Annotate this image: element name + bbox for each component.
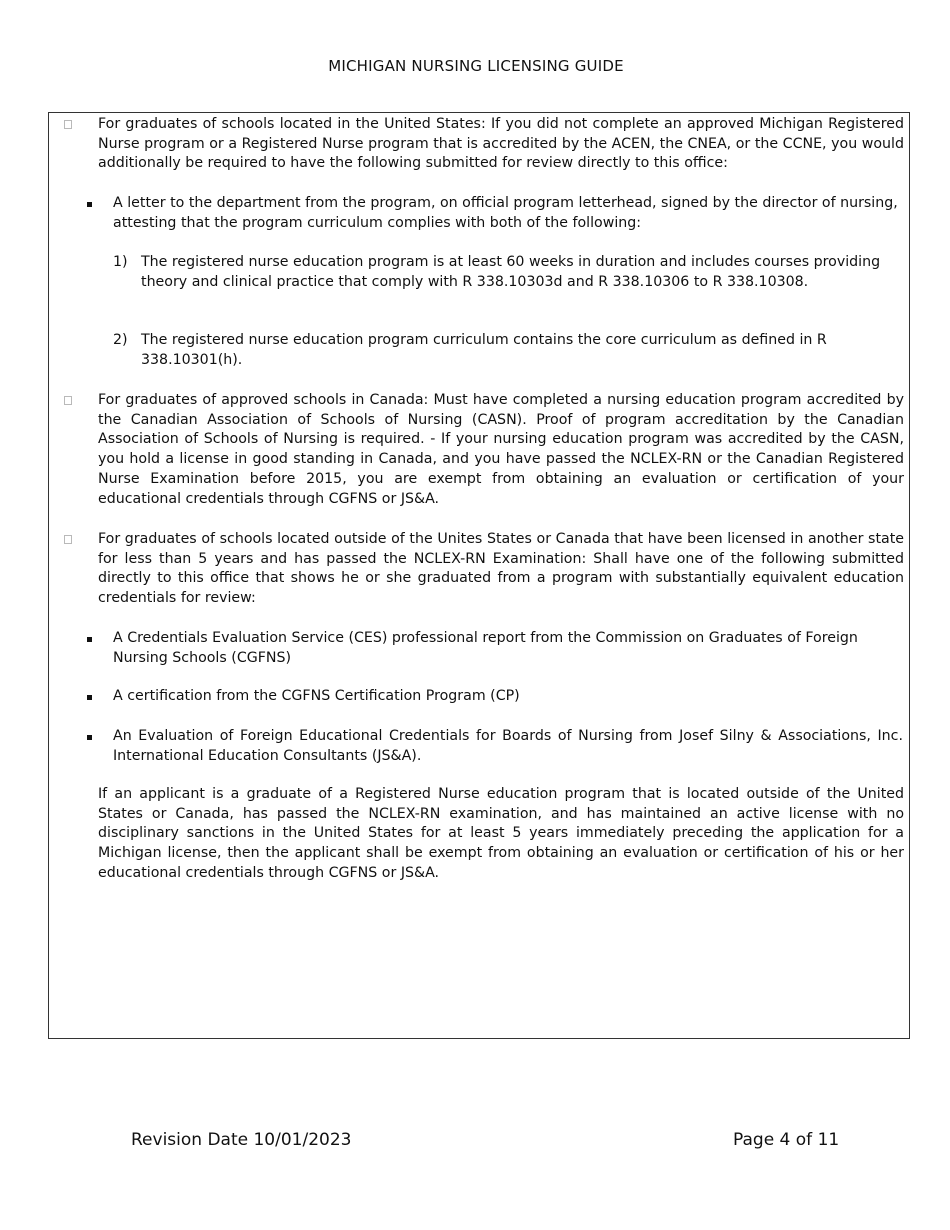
page-number: Page 4 of 11 [733, 1130, 840, 1150]
bullet-icon [87, 202, 92, 207]
foreign-bullet-text: A Credentials Evaluation Service (CES) professional report from the Commission on Graduates of Foreign Nursing Schools (CGFNS) [113, 630, 858, 666]
bullet-icon [87, 637, 92, 642]
foreign-bullet-text: A certification from the CGFNS Certification Program (CP) [113, 688, 520, 704]
foreign-section-text: For graduates of schools located outside of the Unites States or Canada that have been licensed in another state for less than 5 years and has passed the NCLEX-RN Examination: Shall have one of the following submitted directly to this office that shows he or she graduated from a program with substantially equivalent education credentials for review: [98, 531, 904, 607]
canada-section-text: For graduates of approved schools in Canada: Must have completed a nursing education program accredited by the Canadian Association of Schools of Nursing (CASN). Proof of program accreditation by the Canadian Association of Schools of Nursing is required. - If your nursing education program was accredited by the CASN, you hold a license in good standing in Canada, and you have passed the NCLEX-RN or the Canadian Registered Nurse Examination before 2015, you are exempt from obtaining an evaluation or certification of your educational credentials through CGFNS or JS&A. [98, 392, 904, 507]
foreign-closing-text: If an applicant is a graduate of a Registered Nurse education program that is located outside of the United States or Canada, has passed the NCLEX-RN examination, and has maintained an active license with no disciplinary sanctions in the United States for at least 5 years immediately preceding the application for a Michigan license, then the applicant shall be exempt from obtaining an evaluation or certification of his or her educational credentials through CGFNS or JS&A. [98, 786, 904, 881]
content-box [48, 112, 910, 1039]
checkbox-icon [64, 535, 72, 544]
bullet-icon [87, 695, 92, 700]
us-bullet-text: A letter to the department from the program, on official program letterhead, signed by the director of nursing, attesting that the program curriculum complies with both of the following: [113, 195, 898, 231]
revision-date: Revision Date 10/01/2023 [131, 1130, 352, 1150]
numbered-text: The registered nurse education program is at least 60 weeks in duration and includes courses providing theory and clinical practice that comply with R 338.10303d and R 338.10306 to R 338.10308. [141, 254, 881, 290]
checkbox-icon [64, 120, 72, 129]
numbered-marker: 1) [113, 254, 128, 270]
page-header-title: MICHIGAN NURSING LICENSING GUIDE [328, 57, 624, 75]
numbered-text: The registered nurse education program curriculum contains the core curriculum as defined in R 338.10301(h). [141, 332, 827, 368]
checkbox-icon [64, 396, 72, 405]
us-section-text: For graduates of schools located in the United States: If you did not complete an approved Michigan Registered Nurse program or a Registered Nurse program that is accredited by the ACEN, the CNEA, or the CCNE, you would additionally be required to have the following submitted for review directly to this office: [98, 116, 904, 172]
numbered-marker: 2) [113, 332, 128, 348]
foreign-bullet-text: An Evaluation of Foreign Educational Credentials for Boards of Nursing from Josef Silny & Associations, Inc. International Education Consultants (JS&A). [113, 728, 903, 764]
bullet-icon [87, 735, 92, 740]
